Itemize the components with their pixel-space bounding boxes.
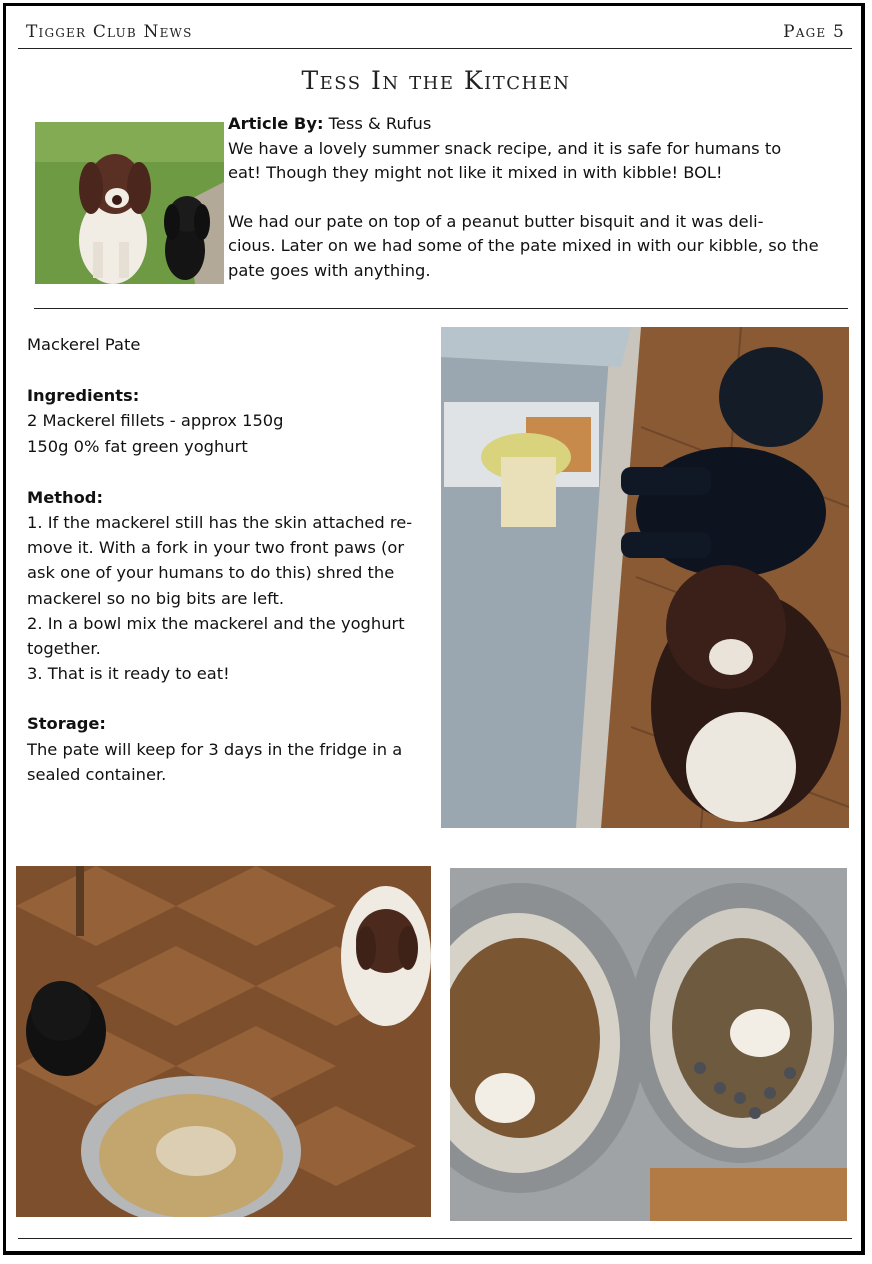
- recipe-name: Mackerel Pate: [27, 335, 141, 354]
- photo-bowls-of-kibble: [450, 868, 847, 1221]
- page-number: Page 5: [783, 22, 845, 42]
- byline: [228, 112, 828, 137]
- footer-rule: [18, 1238, 852, 1239]
- storage-line: The pate will keep for 3 days in the fridge in a: [27, 739, 403, 759]
- method-line: ask one of your humans to do this) shred the: [27, 563, 395, 583]
- method-line: mackerel so no big bits are left.: [27, 588, 285, 608]
- photo-dogs-with-bowl: [16, 866, 431, 1217]
- ingredients-heading: Ingredients:: [27, 386, 140, 406]
- intro-text: [228, 112, 828, 283]
- byline-label: Article By:: [228, 114, 324, 133]
- method-heading: Method:: [27, 487, 103, 507]
- intro-line: pate goes with anything.: [228, 260, 431, 280]
- ingredient-item: 2 Mackerel fillets - approx 150g: [27, 411, 284, 431]
- byline-names: Tess & Rufus: [328, 114, 432, 133]
- recipe-text: [27, 332, 422, 787]
- publication-name: Tigger Club News: [26, 22, 193, 42]
- storage-heading: Storage:: [27, 714, 106, 734]
- section-rule: [34, 308, 848, 309]
- method-line: move it. With a fork in your two front paws (or: [27, 538, 405, 558]
- intro-line: We had our pate on top of a peanut butter bisquit and it was deli-: [228, 211, 764, 231]
- intro-line: We have a lovely summer snack recipe, and it is safe for humans to: [228, 138, 782, 158]
- header-rule: [18, 48, 852, 49]
- intro-line: cious. Later on we had some of the pate mixed in with our kibble, so the: [228, 236, 819, 255]
- ingredient-item: 150g 0% fat green yoghurt: [27, 436, 248, 456]
- article-title: Tess In the Kitchen: [301, 66, 571, 95]
- method-line: 1. If the mackerel still has the skin attached re-: [27, 513, 413, 533]
- method-line: together.: [27, 639, 101, 659]
- intro-line: eat! Though they might not like it mixed in with kibble! BOL!: [228, 163, 723, 182]
- method-line: 2. In a bowl mix the mackerel and the yoghurt: [27, 613, 405, 633]
- photo-dogs-on-grass: [35, 122, 224, 284]
- method-line: 3. That is it ready to eat!: [27, 664, 230, 684]
- photo-dogs-at-counter: [441, 327, 849, 828]
- storage-line: sealed container.: [27, 764, 167, 784]
